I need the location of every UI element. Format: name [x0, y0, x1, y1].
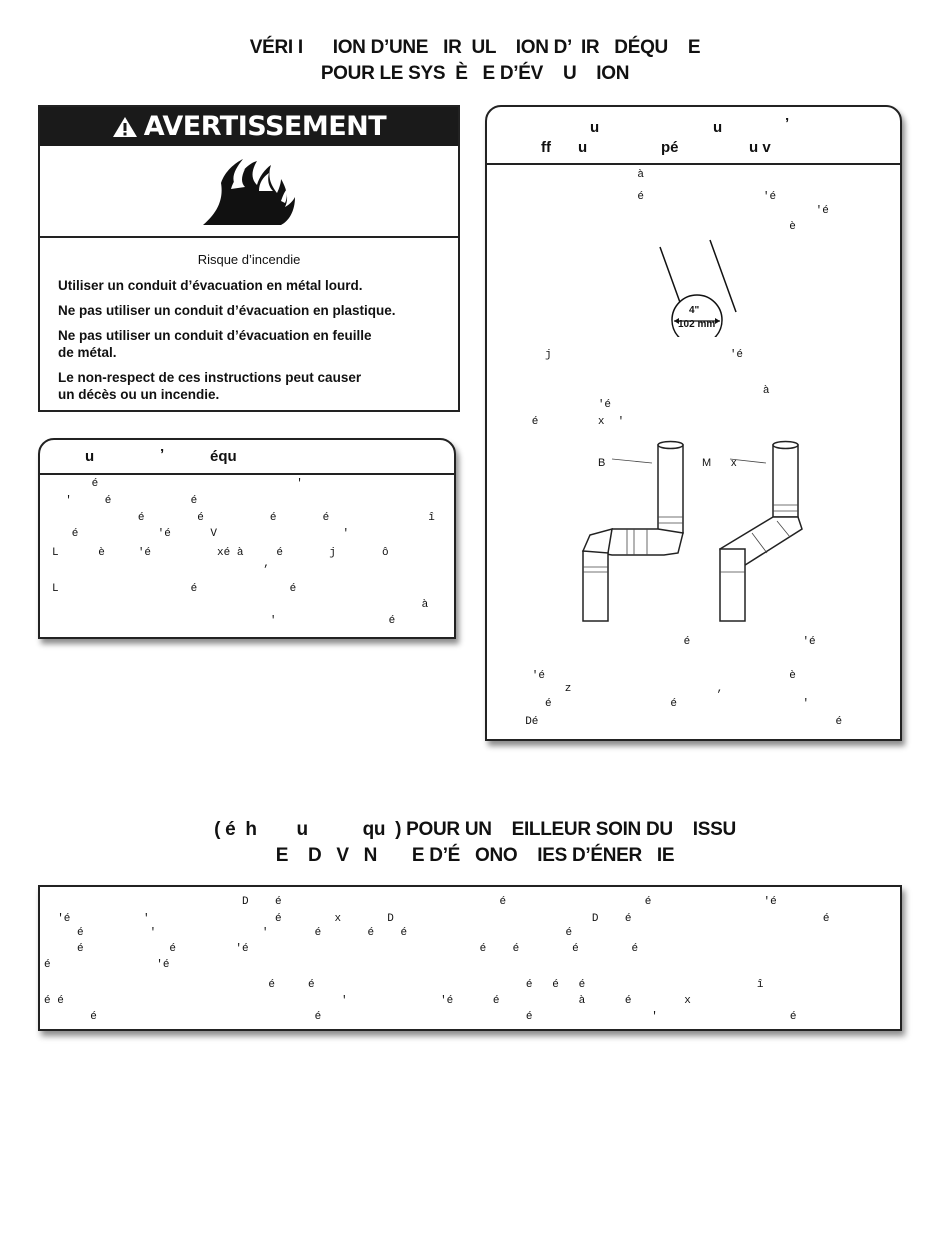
- right-box-line: é x ': [512, 416, 625, 428]
- pipe-label-left: B: [598, 457, 606, 469]
- bottom-box-line: é é é ' é: [44, 1011, 797, 1023]
- right-box-header-part: pé: [661, 139, 679, 156]
- left-box-line: à: [52, 599, 429, 611]
- bottom-box-line: é ' ' é é é é: [44, 927, 573, 939]
- right-box-line: 'é: [512, 205, 829, 217]
- duct-dimension-mm: 102 mm: [678, 319, 716, 330]
- warning-line: de métal.: [58, 345, 117, 360]
- right-box-line: é 'é: [512, 191, 777, 203]
- left-info-box: [38, 438, 456, 639]
- right-box-line: é é ': [512, 698, 810, 710]
- right-box-header-part: u: [590, 119, 600, 136]
- warning-header: [40, 107, 458, 146]
- right-box-line: é 'é: [512, 636, 816, 648]
- left-box-header-divider: [40, 473, 454, 475]
- section2-title-line1: ( é h u qu ) POUR UN EILLEUR SOIN DU ISSU: [214, 819, 736, 840]
- left-box-header-part: ’: [160, 446, 165, 463]
- left-box-line: ' é é: [52, 495, 198, 507]
- right-box-line: Dé é: [512, 716, 843, 728]
- warning-line: Ne pas utiliser un conduit d’évacuation en feuille: [58, 328, 372, 343]
- pipe-label-right-x: x: [731, 457, 737, 469]
- warning-box: [38, 105, 460, 412]
- section2-title-line2: E D V N E D’É ONO IES D’ÉNER IE: [275, 845, 675, 866]
- warning-risk: Risque d’incendie: [197, 252, 301, 267]
- right-box-line: 'é: [512, 399, 612, 411]
- left-box-header-part: équ: [210, 448, 237, 465]
- left-box-line: ,: [52, 558, 270, 570]
- right-box-header-part: ff: [541, 139, 551, 156]
- warning-line: un décès ou un incendie.: [58, 387, 220, 402]
- right-box-header-part: u: [713, 119, 723, 136]
- warning-line: Le non-respect de ces instructions peut causer: [58, 370, 362, 385]
- right-box-line: à: [512, 385, 770, 397]
- left-box-line: é 'é V ': [52, 528, 350, 540]
- vent-pipe-illustration: [572, 437, 812, 622]
- right-info-box: [485, 105, 902, 741]
- bottom-box-line: é é é é é î: [44, 979, 764, 991]
- warning-title: AVERTISSEMENT: [143, 111, 387, 142]
- right-box-line: j 'é: [512, 349, 744, 361]
- bottom-info-box: [38, 885, 902, 1031]
- fire-icon-panel: [40, 146, 458, 238]
- warning-line: Utiliser un conduit d’évacuation en métal lourd.: [58, 278, 363, 293]
- right-box-line: z ,: [512, 683, 724, 695]
- left-box-line: L é é: [52, 583, 297, 595]
- right-box-header-divider: [487, 163, 900, 165]
- warning-line: Ne pas utiliser un conduit d’évacuation en plastique.: [58, 303, 396, 318]
- right-box-line: à: [512, 169, 645, 181]
- bottom-box-line: é 'é: [44, 959, 170, 971]
- left-box-line: é é é é î: [52, 512, 435, 524]
- bottom-box-line: 'é ' é x D D é é: [44, 913, 830, 925]
- right-box-header-part: u: [578, 139, 588, 156]
- left-box-line: L è 'é xé à é j ô: [52, 547, 389, 559]
- fire-icon: [201, 155, 297, 227]
- section-title-line2: POUR LE SYS È E D’ÉV U ION: [320, 63, 630, 84]
- left-box-line: é ': [52, 478, 303, 490]
- bottom-box-line: é é 'é é é é é: [44, 943, 639, 955]
- bottom-box-line: é é ' 'é é à é x: [44, 995, 691, 1007]
- duct-dimension-inches: 4": [689, 305, 700, 316]
- right-box-header-part: u v: [749, 139, 771, 156]
- right-box-header-part: ’: [785, 115, 790, 132]
- left-box-header-part: u: [85, 448, 95, 465]
- right-box-line: è: [512, 221, 796, 233]
- section-title-line1: VÉRI I ION D’UNE IR UL ION D’ IR DÉQU E: [249, 37, 701, 58]
- bottom-box-line: D é é é 'é: [44, 896, 777, 908]
- pipe-label-right-m: M: [702, 457, 712, 469]
- warning-triangle-icon: [112, 116, 138, 138]
- left-box-line: ' é: [52, 615, 396, 627]
- right-box-line: 'é è: [512, 670, 796, 682]
